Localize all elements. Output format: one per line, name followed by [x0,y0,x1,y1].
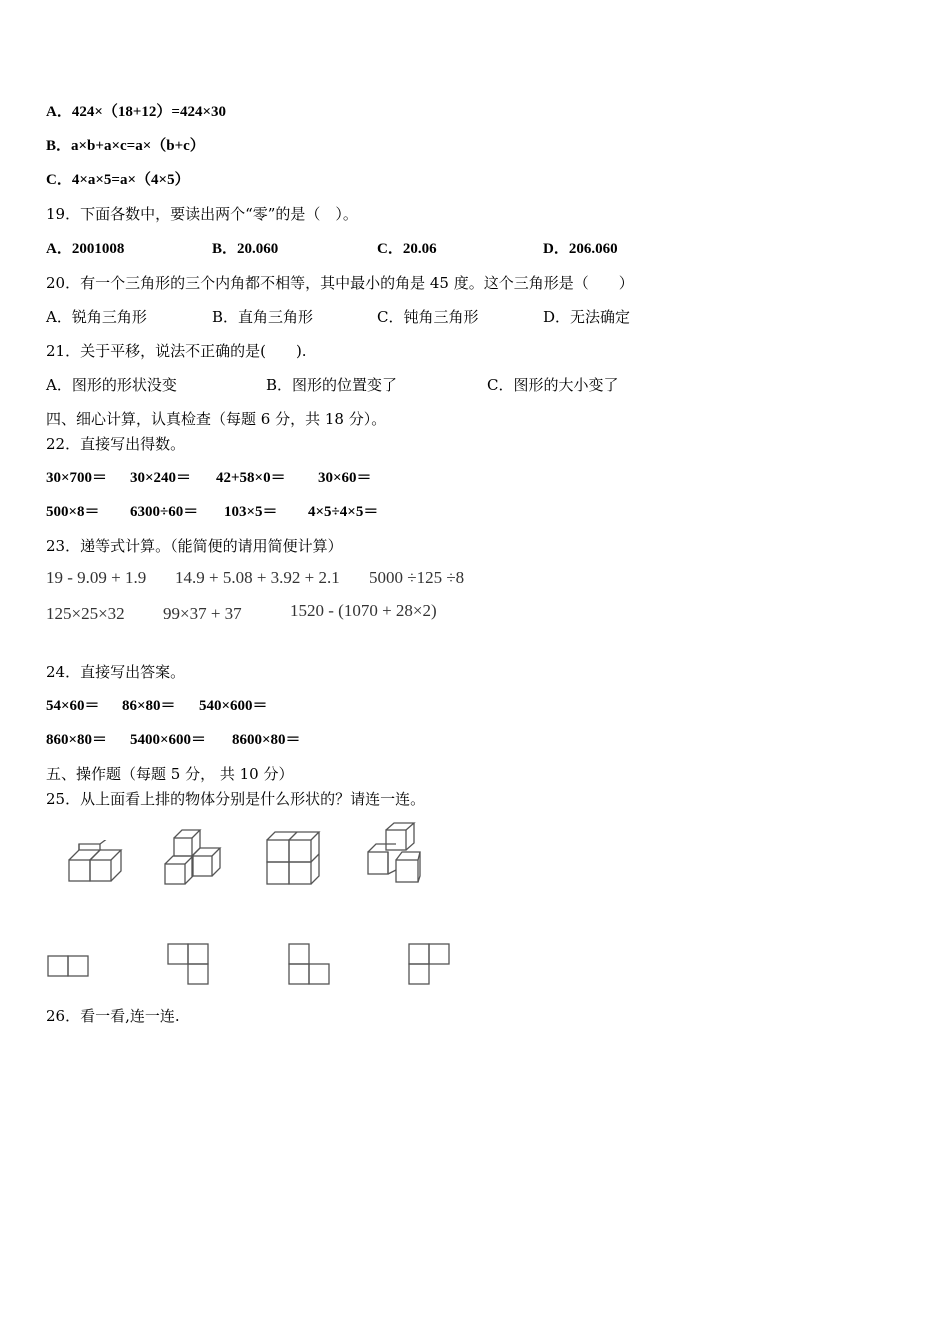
q24-item: 540×600＝ [199,698,268,714]
q19-stem: 19．下面各数中，要读出两个“零”的是（ ）。 [46,205,358,223]
top-view-3 [287,943,331,987]
q25-stem: 25．从上面看上排的物体分别是什么形状的？请连一连。 [46,790,426,808]
q24-item: 54×60＝ [46,698,100,714]
q22-stem: 22．直接写出得数。 [46,435,186,453]
q20-stem: 20．有一个三角形的三个内角都不相等，其中最小的角是 45 度。这个三角形是（ ） [46,274,634,292]
q22-item: 4×5÷4×5＝ [308,504,379,520]
q18-option-c: C．4×a×5=a×（4×5） [46,172,190,188]
q19-option-d: D．206.060 [543,241,618,257]
top-view-1 [47,954,91,978]
q21-option-b: B．图形的位置变了 [266,376,398,394]
q22-item: 30×240＝ [130,470,192,486]
cube-figure-2 [162,826,226,888]
q23-stem: 23．递等式计算。（能简便的请用简便计算） [46,537,343,555]
q18-option-b: B．a×b+a×c=a×（b+c） [46,138,205,154]
cube-figure-3 [264,828,322,886]
q22-item: 42+58×0＝ [216,470,286,486]
section5-title: 五、操作题（每题 5 分， 共 10 分） [46,765,294,783]
q21-option-c: C．图形的大小变了 [487,376,619,394]
q22-item: 103×5＝ [224,504,278,520]
q21-option-a: A．图形的形状没变 [46,376,177,394]
q18-option-a: A．424×（18+12）=424×30 [46,104,227,120]
q20-option-b: B．直角三角形 [212,308,314,326]
section4-title: 四、细心计算，认真检查（每题 6 分，共 18 分）。 [46,410,387,428]
q24-item: 86×80＝ [122,698,176,714]
q22-item: 30×60＝ [318,470,372,486]
cube-figure-4 [358,820,424,886]
q19-option-a: A．2001008 [46,241,125,257]
q20-option-d: D．无法确定 [543,308,631,326]
q19-option-c: C．20.06 [377,241,437,257]
q23-expression: 19 - 9.09 + 1.9 [46,568,147,587]
q24-stem: 24．直接写出答案。 [46,663,186,681]
q23-expression: 99×37 + 37 [163,604,242,623]
q23-expression: 5000 ÷125 ÷8 [369,568,465,587]
q24-item: 8600×80＝ [232,732,301,748]
q20-option-c: C．钝角三角形 [377,308,479,326]
q23-expression: 1520 - (1070 + 28×2) [290,601,437,620]
q22-item: 6300÷60＝ [130,504,199,520]
q24-item: 860×80＝ [46,732,108,748]
q22-item: 500×8＝ [46,504,100,520]
q22-item: 30×700＝ [46,470,108,486]
q24-item: 5400×600＝ [130,732,207,748]
q23-expression: 125×25×32 [46,604,125,623]
cube-figure-1 [66,840,126,886]
q26-stem: 26．看一看,连一连. [46,1007,180,1025]
q19-option-b: B．20.060 [212,241,279,257]
q21-stem: 21．关于平移，说法不正确的是( ). [46,342,307,360]
q20-option-a: A．锐角三角形 [46,308,147,326]
top-view-2 [166,943,210,987]
top-view-4 [407,943,451,987]
q23-expression: 14.9 + 5.08 + 3.92 + 2.1 [175,568,340,587]
